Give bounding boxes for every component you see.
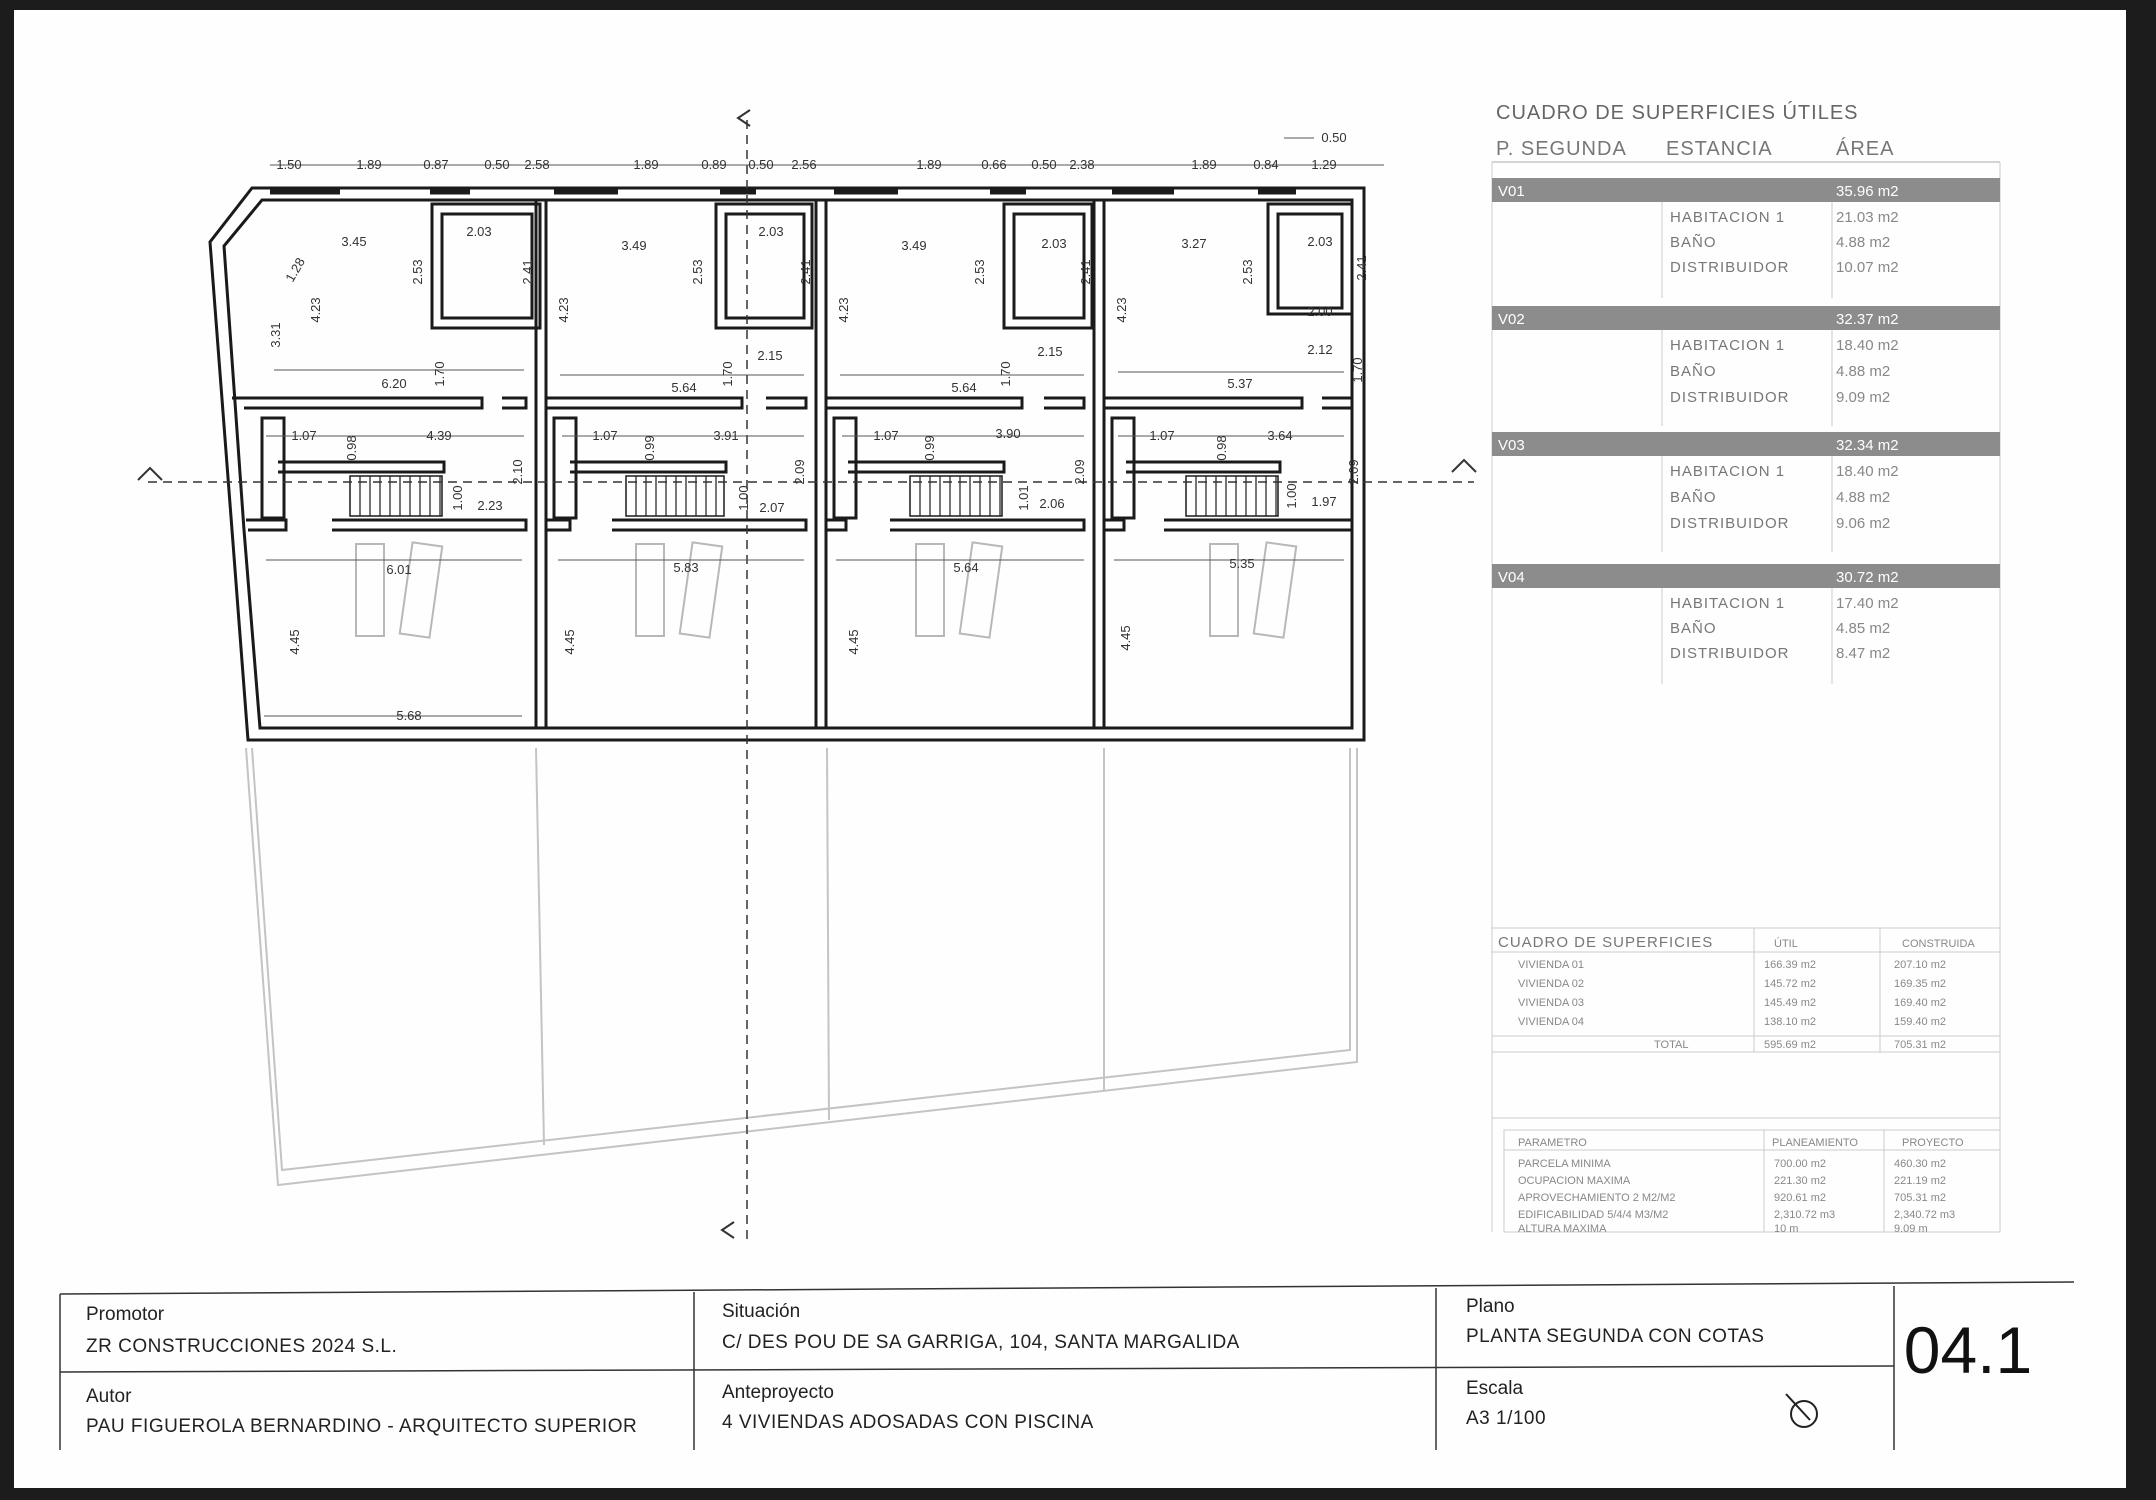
room-area: 4.88 m2 — [1836, 363, 1891, 380]
dim-label: 3.45 — [341, 234, 367, 249]
col-header: PLANEAMIENTO — [1772, 1137, 1858, 1149]
dim-label: 0.84 — [1253, 157, 1279, 172]
room-area: 4.85 m2 — [1836, 620, 1891, 637]
promotor-label: Promotor — [86, 1304, 165, 1325]
param-proj: 221.19 m2 — [1894, 1175, 1946, 1187]
north-arrow-icon — [1786, 1394, 1817, 1427]
room-area: 17.40 m2 — [1836, 595, 1899, 612]
unit-block-v02 — [1492, 306, 2000, 406]
areas-table-title: CUADRO DE SUPERFICIES ÚTILES — [1496, 102, 1859, 124]
dim-label: 0.50 — [484, 157, 510, 172]
architectural-drawing — [14, 10, 2126, 1488]
dim-label: 2.03 — [1307, 234, 1333, 249]
promotor-value: ZR CONSTRUCCIONES 2024 S.L. — [86, 1336, 398, 1357]
dim-label: 1.50 — [276, 157, 302, 172]
dim-label: 2.53 — [972, 259, 987, 285]
room-area: 9.09 m2 — [1836, 389, 1891, 406]
dim-label: 2.56 — [791, 157, 817, 172]
dim-label: 2.38 — [1069, 157, 1095, 172]
dim-label: 3.49 — [901, 238, 927, 253]
param-proj: 460.30 m2 — [1894, 1158, 1946, 1170]
room-area: 18.40 m2 — [1836, 337, 1899, 354]
dim-label: 2.15 — [1037, 344, 1063, 359]
unit-4-dims — [1114, 234, 1369, 651]
dim-label: 4.23 — [308, 297, 323, 323]
escala-label: Escala — [1466, 1378, 1524, 1399]
col-header: P. SEGUNDA — [1496, 138, 1627, 160]
dim-label: 2.41 — [1354, 255, 1369, 281]
surface-row-built: 169.35 m2 — [1894, 978, 1946, 990]
col-header: ÁREA — [1836, 138, 1895, 160]
dim-label: 5.83 — [673, 560, 699, 575]
dim-label: 1.89 — [916, 157, 942, 172]
dim-label: 3.91 — [713, 428, 739, 443]
dim-label: 0.66 — [981, 157, 1007, 172]
dim-label: 1.00 — [450, 485, 465, 511]
unit-total: 32.34 m2 — [1836, 437, 1899, 454]
dim-label: 0.98 — [344, 435, 359, 461]
dim-label: 5.64 — [951, 380, 977, 395]
dim-label: 1.70 — [998, 361, 1013, 387]
dim-label: 2.03 — [1041, 236, 1067, 251]
dim-label: 3.27 — [1181, 236, 1207, 251]
escala-value: A3 1/100 — [1466, 1408, 1547, 1429]
dim-label: 1.29 — [1311, 157, 1337, 172]
param-plan: 221.30 m2 — [1774, 1175, 1826, 1187]
unit-name: V02 — [1498, 311, 1525, 328]
param-proj: 9.09 m — [1894, 1223, 1928, 1235]
room-area: 9.06 m2 — [1836, 515, 1891, 532]
dim-label: 1.70 — [432, 361, 447, 387]
sheet-number: 04.1 — [1903, 1313, 2033, 1387]
dim-label: 1.07 — [592, 428, 618, 443]
dim-label: 4.45 — [846, 629, 861, 655]
dim-label: 3.64 — [1267, 428, 1293, 443]
dim-label: 1.07 — [291, 428, 317, 443]
surfaces-table-title: CUADRO DE SUPERFICIES — [1498, 934, 1714, 951]
exterior-wall-inner — [224, 200, 1352, 728]
dim-label: 1.01 — [1016, 485, 1031, 511]
room-name: DISTRIBUIDOR — [1670, 389, 1790, 406]
dim-label: 0.99 — [922, 435, 937, 461]
dim-label: 3.90 — [995, 426, 1021, 441]
unit-block-v04 — [1492, 564, 2000, 662]
dim-label: 3.31 — [268, 322, 283, 348]
surface-total-built: 705.31 m2 — [1894, 1039, 1946, 1051]
exterior-wall — [210, 188, 1364, 740]
dim-label: 2.23 — [477, 498, 503, 513]
surface-row-name: VIVIENDA 03 — [1518, 997, 1585, 1009]
drawing-sheet — [14, 10, 2126, 1488]
dim-label: 1.89 — [633, 157, 659, 172]
param-plan: 10 m — [1774, 1223, 1799, 1235]
situacion-label: Situación — [722, 1301, 801, 1322]
dim-label: 5.68 — [396, 708, 422, 723]
room-name: BAÑO — [1670, 489, 1717, 506]
param-name: OCUPACION MAXIMA — [1518, 1175, 1631, 1187]
param-plan: 920.61 m2 — [1774, 1192, 1826, 1204]
surface-total-util: 595.69 m2 — [1764, 1039, 1816, 1051]
surface-row-util: 145.49 m2 — [1764, 997, 1816, 1009]
surface-row-util: 145.72 m2 — [1764, 978, 1816, 990]
dim-label: 5.37 — [1227, 376, 1253, 391]
room-name: HABITACION 1 — [1670, 595, 1786, 612]
dim-label: 1.97 — [1311, 494, 1337, 509]
dim-label: 2.15 — [757, 348, 783, 363]
title-block — [60, 1282, 2074, 1450]
dim-label: 0.50 — [1321, 130, 1347, 145]
situacion-value: C/ DES POU DE SA GARRIGA, 104, SANTA MARGALIDA — [722, 1332, 1240, 1353]
dim-label: 1.00 — [1284, 483, 1299, 509]
dim-label: 4.23 — [1114, 297, 1129, 323]
param-proj: 2,340.72 m3 — [1894, 1209, 1956, 1221]
unit-2-dims — [556, 224, 813, 655]
dim-label: 2.03 — [466, 224, 492, 239]
param-proj: 705.31 m2 — [1894, 1192, 1946, 1204]
dim-label: 2.41 — [798, 259, 813, 285]
surface-row-name: VIVIENDA 01 — [1518, 959, 1585, 971]
room-area: 10.07 m2 — [1836, 259, 1899, 276]
dim-label: 4.45 — [1118, 625, 1133, 651]
room-area: 21.03 m2 — [1836, 209, 1899, 226]
dim-label: 0.50 — [1031, 157, 1057, 172]
unit-total: 32.37 m2 — [1836, 311, 1899, 328]
param-name: EDIFICABILIDAD 5/4/4 M3/M2 — [1518, 1209, 1669, 1221]
autor-label: Autor — [86, 1386, 132, 1407]
dim-label: 6.01 — [386, 562, 412, 577]
dim-label: 5.64 — [671, 380, 697, 395]
top-dimensions — [276, 130, 1346, 172]
dim-label: 2.03 — [758, 224, 784, 239]
dim-label: 2.07 — [759, 500, 785, 515]
param-name: PARCELA MINIMA — [1518, 1158, 1611, 1170]
dim-label: 1.28 — [282, 255, 308, 285]
surface-row-util: 166.39 m2 — [1764, 959, 1816, 971]
surface-row-name: VIVIENDA 04 — [1518, 1016, 1585, 1028]
dim-label: 1.89 — [1191, 157, 1217, 172]
room-area: 18.40 m2 — [1836, 463, 1899, 480]
col-header: PARAMETRO — [1518, 1137, 1587, 1149]
dim-label: 2.58 — [524, 157, 550, 172]
col-header: ESTANCIA — [1666, 138, 1773, 160]
unit-total: 30.72 m2 — [1836, 569, 1899, 586]
room-name: DISTRIBUIDOR — [1670, 645, 1790, 662]
room-name: HABITACION 1 — [1670, 463, 1786, 480]
dim-label: 2.41 — [1078, 259, 1093, 285]
dim-label: 2.12 — [1307, 342, 1333, 357]
dim-label: 5.64 — [953, 560, 979, 575]
col-header: PROYECTO — [1902, 1137, 1964, 1149]
dim-label: 2.53 — [1240, 259, 1255, 285]
dim-label: 2.41 — [520, 259, 535, 285]
surface-row-built: 207.10 m2 — [1894, 959, 1946, 971]
parameters-table — [1504, 1130, 2000, 1235]
dim-label: 2.53 — [690, 259, 705, 285]
room-name: BAÑO — [1670, 620, 1717, 637]
dim-label: 5.35 — [1229, 556, 1255, 571]
param-name: APROVECHAMIENTO 2 M2/M2 — [1518, 1192, 1676, 1204]
pool-outline — [246, 748, 1357, 1185]
dim-label: 0.89 — [701, 157, 727, 172]
dim-label: 4.23 — [836, 297, 851, 323]
dim-label: 2.00 — [1307, 304, 1333, 319]
col-header: ÚTIL — [1774, 938, 1798, 950]
dim-label: 4.23 — [556, 297, 571, 323]
autor-value: PAU FIGUEROLA BERNARDINO - ARQUITECTO SUPERIOR — [86, 1416, 638, 1437]
dim-label: 2.10 — [510, 459, 525, 485]
room-area: 4.88 m2 — [1836, 234, 1891, 251]
plano-label: Plano — [1466, 1296, 1515, 1317]
surface-row-name: VIVIENDA 02 — [1518, 978, 1585, 990]
dim-label: 2.09 — [1346, 459, 1361, 485]
dim-label: 1.89 — [356, 157, 382, 172]
dim-label: 3.49 — [621, 238, 647, 253]
unit-block-v03 — [1492, 432, 2000, 532]
surface-row-built: 159.40 m2 — [1894, 1016, 1946, 1028]
unit-total: 35.96 m2 — [1836, 183, 1899, 200]
room-name: DISTRIBUIDOR — [1670, 259, 1790, 276]
dim-label: 4.39 — [426, 428, 452, 443]
param-plan: 2,310.72 m3 — [1774, 1209, 1836, 1221]
areas-table — [1492, 101, 2000, 1232]
dim-label: 4.45 — [287, 629, 302, 655]
dim-label: 4.45 — [562, 629, 577, 655]
room-name: DISTRIBUIDOR — [1670, 515, 1790, 532]
dim-label: 1.70 — [1350, 357, 1365, 383]
surface-row-util: 138.10 m2 — [1764, 1016, 1816, 1028]
room-name: HABITACION 1 — [1670, 337, 1786, 354]
dim-label: 0.87 — [423, 157, 449, 172]
anteproyecto-value: 4 VIVIENDAS ADOSADAS CON PISCINA — [722, 1412, 1094, 1433]
surfaces-table — [1492, 928, 2000, 1118]
surface-row-built: 169.40 m2 — [1894, 997, 1946, 1009]
dim-label: 2.09 — [792, 459, 807, 485]
room-name: HABITACION 1 — [1670, 209, 1786, 226]
surface-total-label: TOTAL — [1654, 1039, 1689, 1051]
param-name: ALTURA MAXIMA — [1518, 1223, 1607, 1235]
room-name: BAÑO — [1670, 363, 1717, 380]
unit-3-dims — [836, 236, 1093, 655]
room-area: 4.88 m2 — [1836, 489, 1891, 506]
dim-label: 1.07 — [873, 428, 899, 443]
unit-name: V03 — [1498, 437, 1525, 454]
dim-label: 0.50 — [748, 157, 774, 172]
dim-label: 0.99 — [642, 435, 657, 461]
plano-value: PLANTA SEGUNDA CON COTAS — [1466, 1326, 1765, 1347]
dim-label: 2.06 — [1039, 496, 1065, 511]
dim-label: 2.09 — [1072, 459, 1087, 485]
room-area: 8.47 m2 — [1836, 645, 1891, 662]
dim-label: 2.53 — [410, 259, 425, 285]
dim-label: 0.98 — [1214, 435, 1229, 461]
param-plan: 700.00 m2 — [1774, 1158, 1826, 1170]
dim-label: 1.70 — [720, 361, 735, 387]
dim-label: 6.20 — [381, 376, 407, 391]
room-name: BAÑO — [1670, 234, 1717, 251]
unit-name: V01 — [1498, 183, 1525, 200]
dim-label: 1.07 — [1149, 428, 1175, 443]
anteproyecto-label: Anteproyecto — [722, 1382, 834, 1403]
unit-block-v01 — [1492, 178, 2000, 276]
unit-name: V04 — [1498, 569, 1525, 586]
col-header: CONSTRUIDA — [1902, 938, 1975, 950]
dim-label: 1.00 — [736, 485, 751, 511]
